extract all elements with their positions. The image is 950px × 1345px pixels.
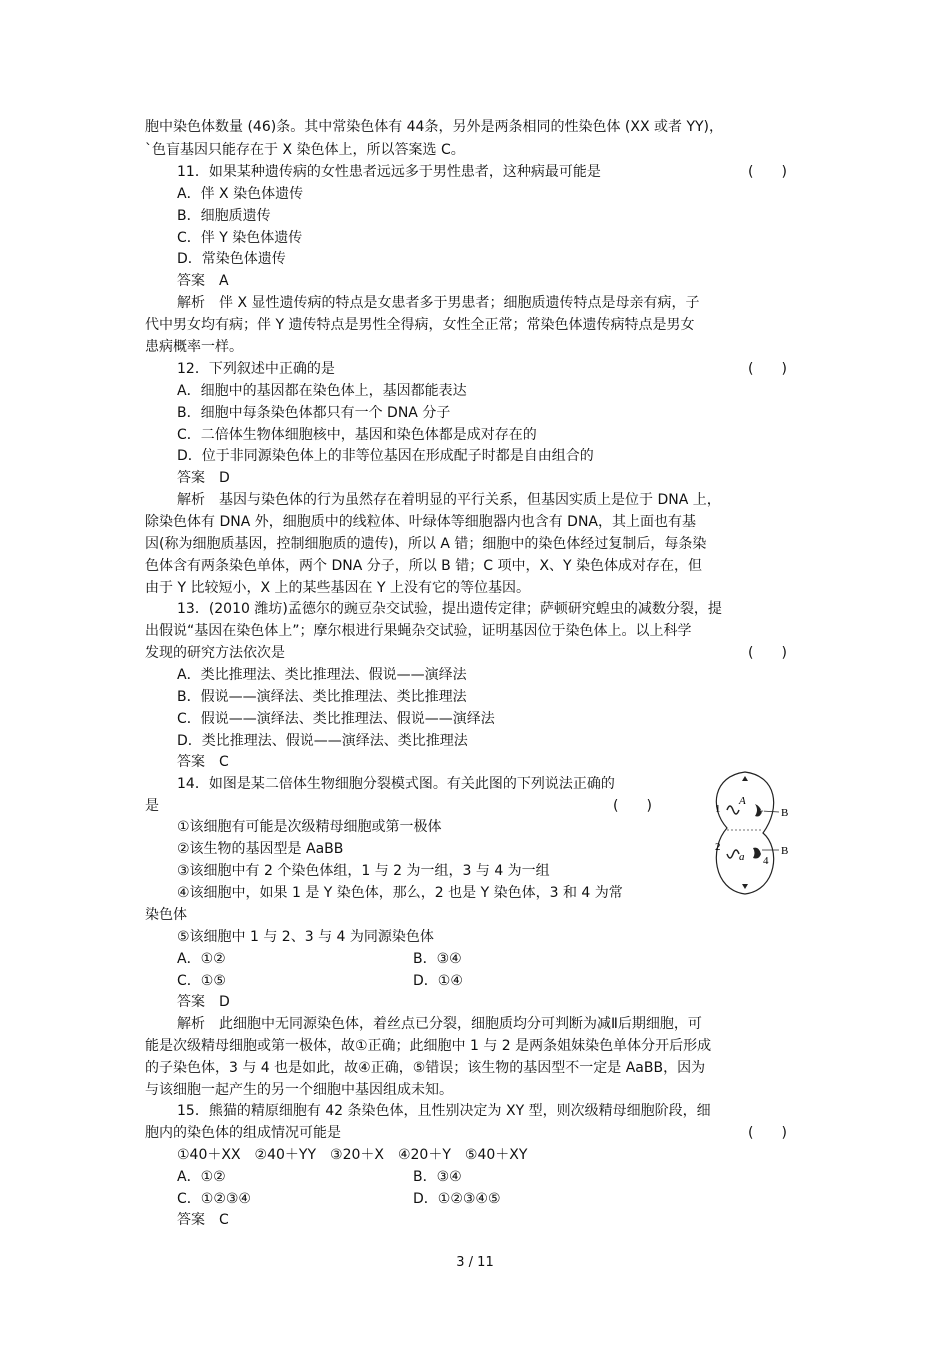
text-line: 胞中染色体数量 (46)条。其中常染色体有 44条，另外是两条相同的性染色体 (XX 或者 YY)， [145,119,724,135]
answer-line: 答案 C [177,1212,229,1228]
gene-label: a [739,851,745,863]
option-d: D．常染色体遗传 [177,251,286,267]
option-a: A．①② [177,951,226,967]
explanation-line: 除染色体有 DNA 外，细胞质中的线粒体、叶绿体等细胞器内也含有 DNA，其上面也有基 [145,514,697,530]
explanation-line: 与该细胞一起产生的另一个细胞中基因组成未知。 [145,1082,453,1098]
answer-bracket: ( ) [748,164,787,180]
question-12-stem: 12．下列叙述中正确的是 [177,361,335,377]
cell-division-figure [705,768,805,898]
gene-label: B [781,845,789,857]
option-d: D．①②③④⑤ [413,1191,501,1207]
option-d: D．位于非同源染色体上的非等位基因在形成配子时都是自由组合的 [177,448,594,464]
question-13-stem: 发现的研究方法依次是 [145,645,285,661]
option-c: C．假说——演绎法、类比推理法、假说——演绎法 [177,711,495,727]
statement-line: ②该生物的基因型是 AaBB [177,841,344,857]
figure-label: 2 [715,841,721,853]
statement-line: ④该细胞中，如果 1 是 Y 染色体，那么，2 也是 Y 染色体，3 和 4 为常 [177,885,623,901]
cell-outline [716,772,773,894]
explanation-line: 由于 Y 比较短小，X 上的某些基因在 Y 上没有它的等位基因。 [145,580,530,596]
option-a: A．伴 X 染色体遗传 [177,186,304,202]
figure-label: 3 [760,808,765,818]
option-a: A．细胞中的基因都在染色体上，基因都能表达 [177,383,467,399]
option-d: D．类比推理法、假说——演绎法、类比推理法 [177,733,468,749]
question-15-stem: 15．熊猫的精原细胞有 42 条染色体，且性别决定为 XY 型，则次级精母细胞阶段，细 [177,1103,711,1119]
explanation-line: 解析 此细胞中无同源染色体，着丝点已分裂，细胞质均分可判断为减Ⅱ后期细胞，可 [177,1016,702,1032]
explanation-line: 患病概率一样。 [145,339,243,355]
question-13-stem: 13．(2010 潍坊)孟德尔的豌豆杂交试验，提出遗传定律；萨顿研究蝗虫的减数分裂，提 [177,601,722,617]
explanation-line: 解析 基因与染色体的行为虽然存在着明显的平行关系，但基因实质上是位于 DNA 上， [177,492,721,508]
option-c: C．伴 Y 染色体遗传 [177,230,303,246]
statement-line: ⑤该细胞中 1 与 2、3 与 4 为同源染色体 [177,929,434,945]
question-14-stem: 14．如图是某二倍体生物细胞分裂模式图。有关此图的下列说法正确的 [177,776,615,792]
option-c: C．二倍体生物体细胞核中，基因和染色体都是成对存在的 [177,427,537,443]
question-15-stem: 胞内的染色体的组成情况可能是 [145,1125,341,1141]
spindle-pole-top [742,776,748,781]
option-c: C．①⑤ [177,973,226,989]
option-a: A．①② [177,1169,226,1185]
chromosome-2 [727,850,739,858]
explanation-line: 色体含有两条染色单体，两个 DNA 分子，所以 B 错；C 项中，X、Y 染色体成对存在，但 [145,558,703,574]
explanation-line: 解析 伴 X 显性遗传病的特点是女患者多于男患者；细胞质遗传特点是母亲有病，子 [177,295,700,311]
answer-line: 答案 A [177,273,229,289]
answer-bracket: ( ) [748,361,787,377]
figure-label: 4 [763,855,769,867]
answer-line: 答案 C [177,754,229,770]
option-b: B．假说——演绎法、类比推理法、类比推理法 [177,689,467,705]
statement-line: ①该细胞有可能是次级精母细胞或第一极体 [177,819,442,835]
question-14-stem: 是 [145,798,159,814]
answer-bracket: ( ) [748,1125,787,1141]
option-c: C．①②③④ [177,1191,251,1207]
chromosome-4 [753,848,761,859]
statement-line: 染色体 [145,907,187,923]
text-line: `色盲基因只能存在于 X 染色体上，所以答案选 C。 [145,142,465,158]
gene-label: A [739,795,746,807]
statement-line: ①40＋XX ②40＋YY ③20＋X ④20＋Y ⑤40＋XY [177,1147,528,1163]
option-d: D．①④ [413,973,463,989]
gene-label: B [781,807,789,819]
pointer-line [762,811,779,812]
figure-label: 1 [715,803,721,815]
option-b: B．细胞质遗传 [177,208,271,224]
answer-line: 答案 D [177,470,230,486]
explanation-line: 能是次级精母细胞或第一极体，故①正确；此细胞中 1 与 2 是两条姐妹染色单体分开后形成 [145,1038,712,1054]
answer-bracket: ( ) [748,645,787,661]
explanation-line: 因(称为细胞质基因，控制细胞质的遗传)，所以 A 错；细胞中的染色体经过复制后，每条染 [145,536,707,552]
statement-line: ③该细胞中有 2 个染色体组，1 与 2 为一组，3 与 4 为一组 [177,863,550,879]
option-a: A．类比推理法、类比推理法、假说——演绎法 [177,667,467,683]
answer-bracket: ( ) [613,798,652,814]
explanation-line: 代中男女均有病；伴 Y 遗传特点是男性全得病，女性全正常；常染色体遗传病特点是男女 [145,317,695,333]
option-b: B．③④ [413,951,462,967]
page-number: 3 / 11 [456,1255,494,1270]
option-b: B．③④ [413,1169,462,1185]
question-11-stem: 11．如果某种遗传病的女性患者远远多于男性患者，这种病最可能是 [177,164,601,180]
spindle-pole-bottom [742,884,748,889]
explanation-line: 的子染色体，3 与 4 也是如此，故④正确，⑤错误；该生物的基因型不一定是 AaBB，因为 [145,1060,706,1076]
chromosome-1 [727,806,739,814]
answer-line: 答案 D [177,994,230,1010]
option-b: B．细胞中每条染色体都只有一个 DNA 分子 [177,405,451,421]
question-13-stem: 出假说“基因在染色体上”；摩尔根进行果蝇杂交试验，证明基因位于染色体上。以上科学 [145,623,692,639]
